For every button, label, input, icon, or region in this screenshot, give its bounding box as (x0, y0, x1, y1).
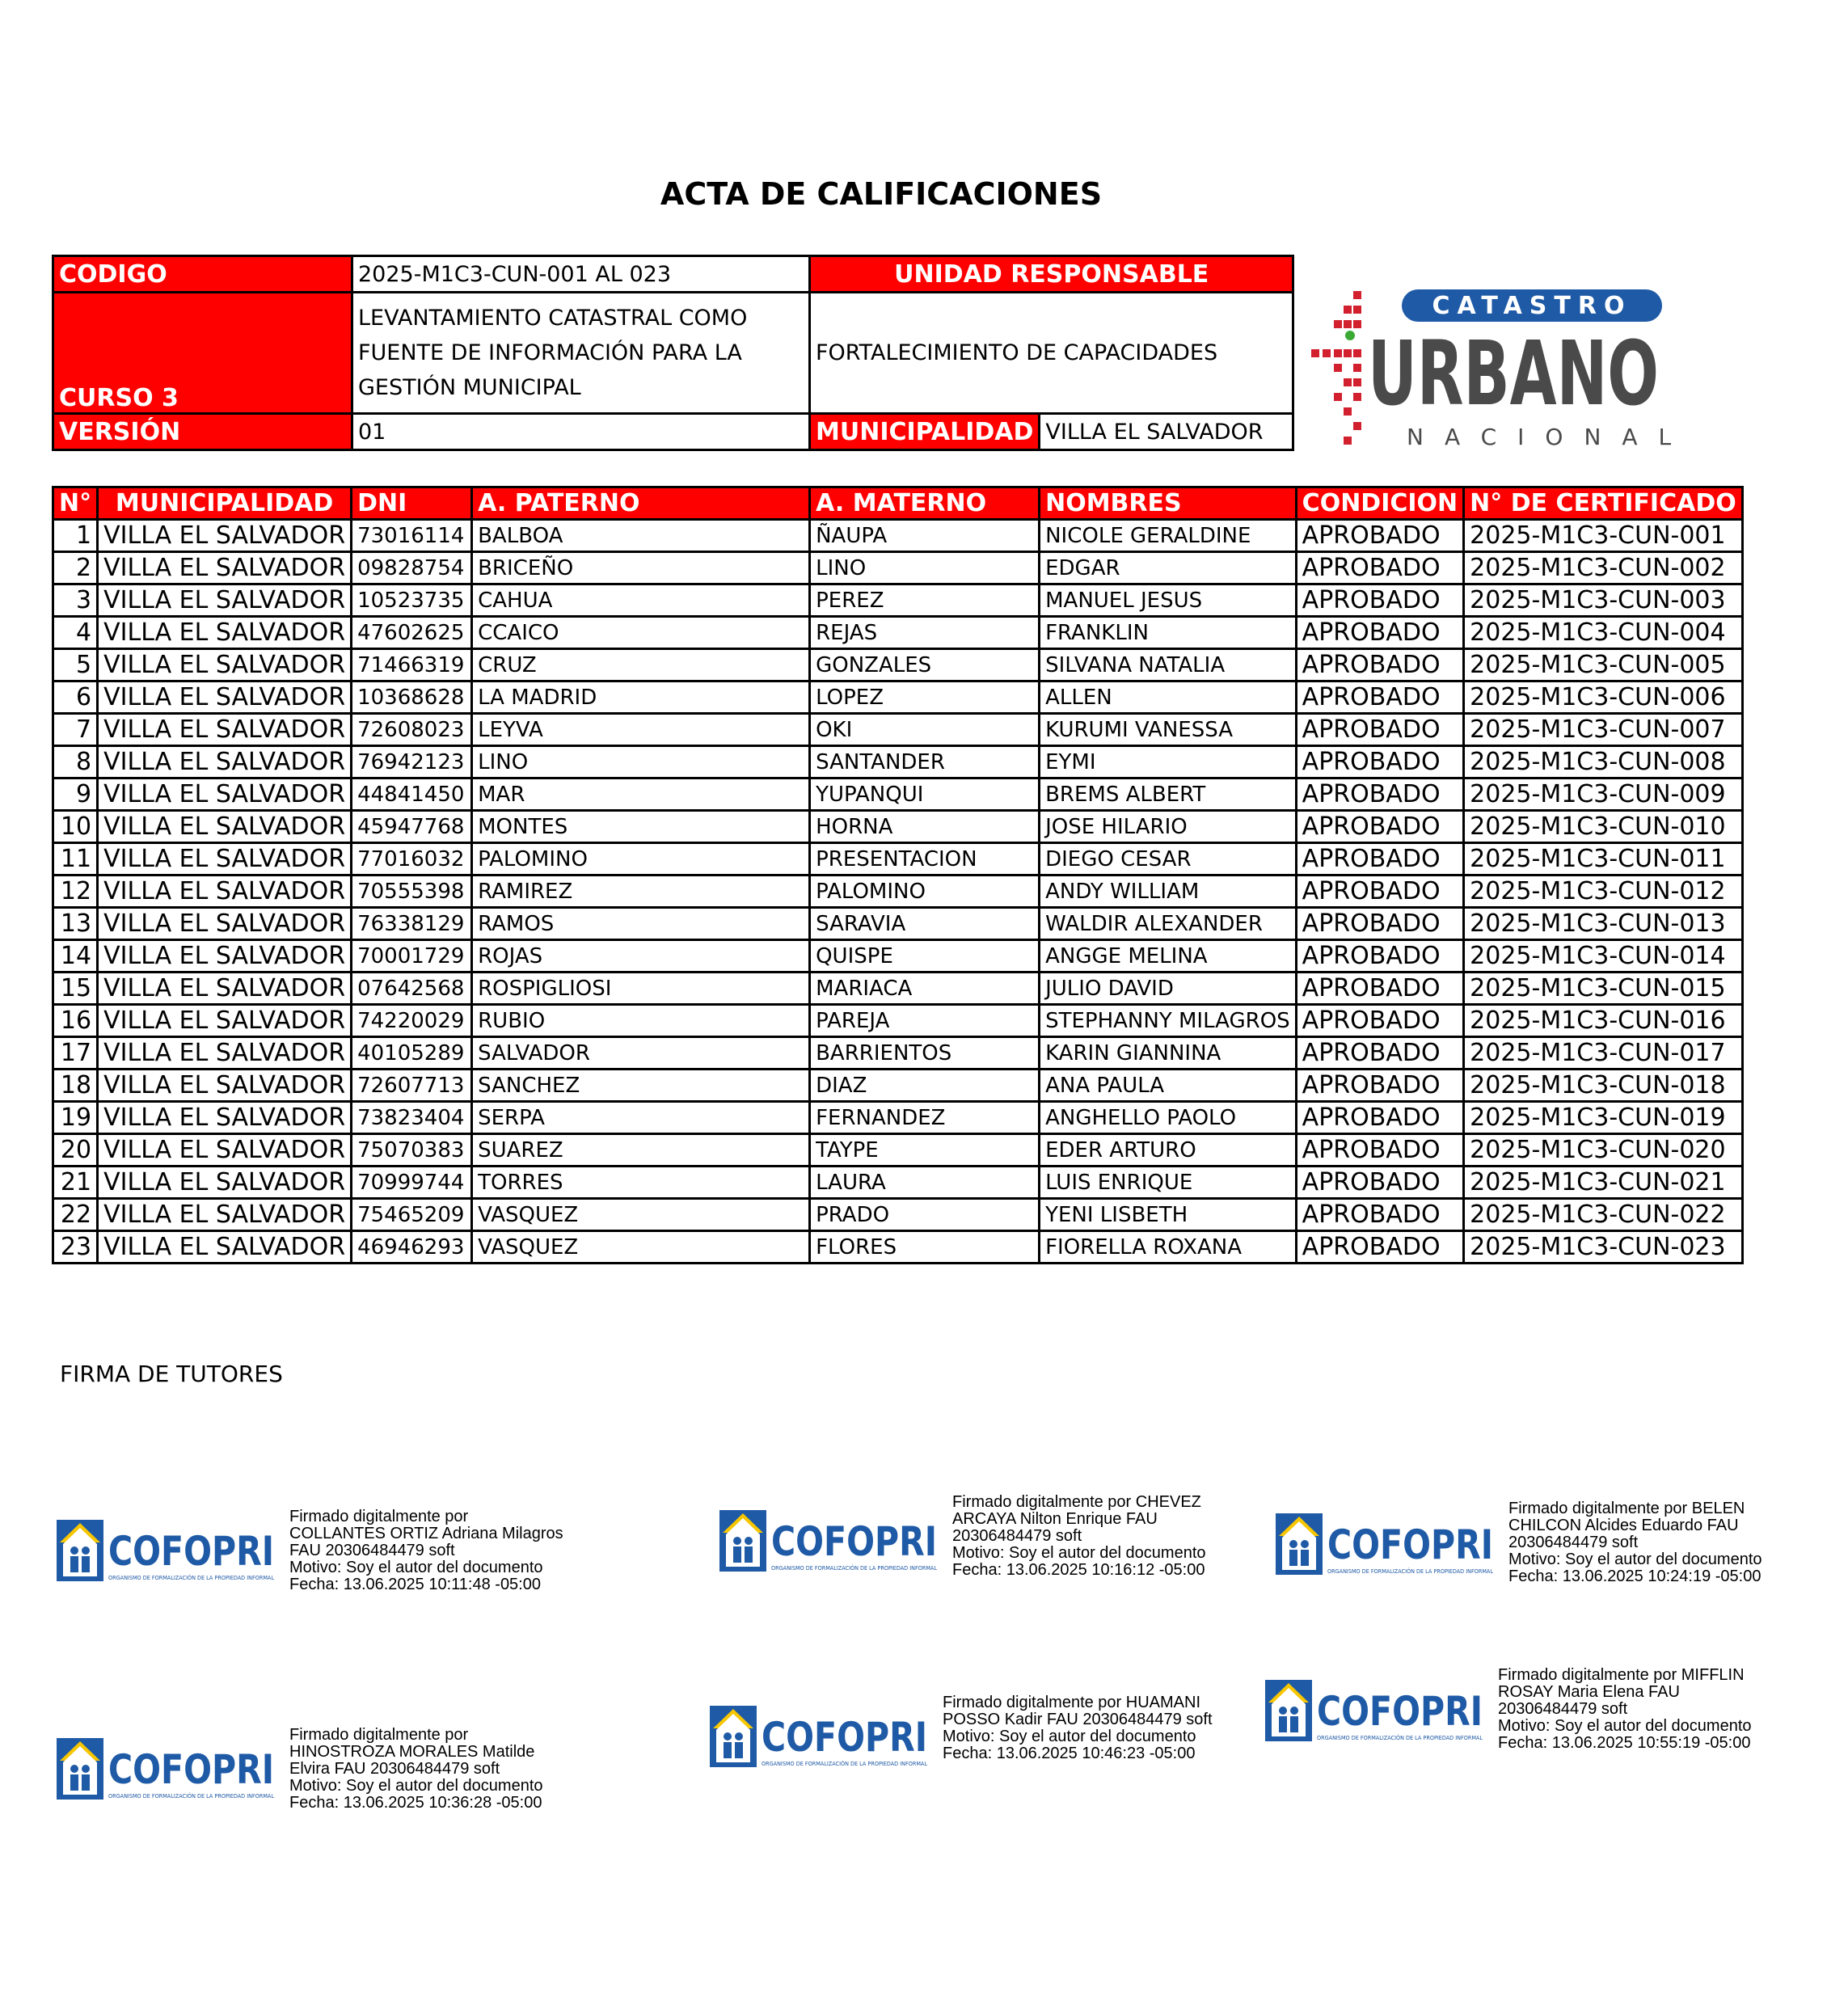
table-cell: 70001729 (352, 940, 472, 973)
table-header-row (53, 487, 1743, 520)
table-cell: VILLA EL SALVADOR (98, 1231, 352, 1264)
cofopri-name: COFOPRI (108, 1528, 274, 1575)
table-row (53, 1102, 1743, 1134)
table-cell: APROBADO (1296, 617, 1463, 649)
table-cell: ROJAS (472, 940, 810, 973)
table-cell: 2 (53, 552, 98, 584)
table-cell: APROBADO (1296, 1005, 1463, 1037)
table-cell: 09828754 (352, 552, 472, 584)
signature-text: Firmado digitalmente por COLLANTES ORTIZ Adriana Milagros FAU 20306484479 soft Motivo: Soy el autor del documento Fecha: 13.06.2025 10:11:48 -05:00 (289, 1508, 563, 1593)
table-cell: ANDY WILLIAM (1040, 876, 1297, 908)
table-cell: VILLA EL SALVADOR (98, 714, 352, 746)
table-cell: 73016114 (352, 520, 472, 552)
table-cell: 1 (53, 520, 98, 552)
table-cell: LA MADRID (472, 681, 810, 714)
table-cell: MARIACA (810, 973, 1040, 1005)
table-cell: VILLA EL SALVADOR (98, 1070, 352, 1102)
table-cell: QUISPE (810, 940, 1040, 973)
table-cell: CAHUA (472, 584, 810, 617)
table-cell: LAURA (810, 1167, 1040, 1199)
table-cell: 72608023 (352, 714, 472, 746)
table-row (53, 876, 1743, 908)
firma-de-tutores-label: FIRMA DE TUTORES (60, 1361, 283, 1387)
table-cell: TAYPE (810, 1134, 1040, 1167)
table-cell: VILLA EL SALVADOR (98, 1134, 352, 1167)
table-cell: 21 (53, 1167, 98, 1199)
logo-bottom-text: NACIONAL (1407, 424, 1693, 450)
signature-text: Firmado digitalmente por BELEN CHILCON Alcides Eduardo FAU 20306484479 soft Motivo: Soy el autor del documento Fecha: 13.06.2025 10:24:19 -05:00 (1508, 1500, 1762, 1585)
cofopri-logo (710, 1704, 941, 1770)
table-cell: WALDIR ALEXANDER (1040, 908, 1297, 940)
table-cell: DIAZ (810, 1070, 1040, 1102)
table-cell: 70999744 (352, 1167, 472, 1199)
table-cell: ANGHELLO PAOLO (1040, 1102, 1297, 1134)
table-cell: APROBADO (1296, 1070, 1463, 1102)
cofopri-name: COFOPRI (762, 1714, 927, 1761)
table-cell: EYMI (1040, 746, 1297, 778)
table-cell: VILLA EL SALVADOR (98, 552, 352, 584)
table-cell: 20 (53, 1134, 98, 1167)
table-cell: SANCHEZ (472, 1070, 810, 1102)
table-cell: 73823404 (352, 1102, 472, 1134)
table-cell: APROBADO (1296, 584, 1463, 617)
table-cell: NICOLE GERALDINE (1040, 520, 1297, 552)
col-header-dni: DNI (352, 487, 472, 520)
table-cell: 2025-M1C3-CUN-017 (1464, 1037, 1743, 1070)
cofopri-name: COFOPRI (108, 1746, 274, 1793)
table-row (53, 584, 1743, 617)
table-cell: LEYVA (472, 714, 810, 746)
municipalidad-label: MUNICIPALIDAD (810, 414, 1040, 450)
table-cell: APROBADO (1296, 811, 1463, 843)
table-cell: TORRES (472, 1167, 810, 1199)
cofopri-logo (57, 1736, 288, 1803)
table-row (53, 908, 1743, 940)
table-cell: EDGAR (1040, 552, 1297, 584)
table-cell: CRUZ (472, 649, 810, 681)
table-row (53, 714, 1743, 746)
table-row (53, 1037, 1743, 1070)
table-cell: 18 (53, 1070, 98, 1102)
table-row (53, 1231, 1743, 1264)
table-cell: BALBOA (472, 520, 810, 552)
table-cell: LINO (472, 746, 810, 778)
table-cell: RAMOS (472, 908, 810, 940)
col-header-municipalidad: MUNICIPALIDAD (98, 487, 352, 520)
table-cell: 76942123 (352, 746, 472, 778)
table-cell: 6 (53, 681, 98, 714)
cofopri-tagline: ORGANISMO DE FORMALIZACIÓN DE LA PROPIEDAD INFORMAL (1327, 1568, 1507, 1575)
table-cell: 8 (53, 746, 98, 778)
table-cell: MONTES (472, 811, 810, 843)
table-cell: VILLA EL SALVADOR (98, 778, 352, 811)
cofopri-tagline: ORGANISMO DE FORMALIZACIÓN DE LA PROPIEDAD INFORMAL (108, 1793, 288, 1800)
version-label: VERSIÓN (53, 414, 352, 450)
table-row (53, 552, 1743, 584)
table-cell: 2025-M1C3-CUN-003 (1464, 584, 1743, 617)
table-cell: REJAS (810, 617, 1040, 649)
table-cell: 40105289 (352, 1037, 472, 1070)
table-cell: 2025-M1C3-CUN-004 (1464, 617, 1743, 649)
table-cell: SALVADOR (472, 1037, 810, 1070)
table-cell: APROBADO (1296, 1102, 1463, 1134)
table-row (53, 1070, 1743, 1102)
table-cell: 15 (53, 973, 98, 1005)
page-title: ACTA DE CALIFICACIONES (660, 176, 1103, 212)
table-cell: 2025-M1C3-CUN-001 (1464, 520, 1743, 552)
table-row (53, 1199, 1743, 1231)
course-header-table (52, 255, 1294, 451)
table-cell: MANUEL JESUS (1040, 584, 1297, 617)
catastro-urbano-logo (1311, 283, 1693, 451)
col-header-condicion: CONDICION (1296, 487, 1463, 520)
table-cell: ALLEN (1040, 681, 1297, 714)
table-cell: 9 (53, 778, 98, 811)
table-row (53, 520, 1743, 552)
table-row (53, 1167, 1743, 1199)
table-cell: 75465209 (352, 1199, 472, 1231)
cofopri-logo (1276, 1512, 1507, 1578)
table-cell: 2025-M1C3-CUN-010 (1464, 811, 1743, 843)
table-cell: APROBADO (1296, 1167, 1463, 1199)
table-cell: JULIO DAVID (1040, 973, 1297, 1005)
table-cell: PEREZ (810, 584, 1040, 617)
table-cell: 13 (53, 908, 98, 940)
table-cell: 2025-M1C3-CUN-009 (1464, 778, 1743, 811)
table-cell: ÑAUPA (810, 520, 1040, 552)
table-cell: 72607713 (352, 1070, 472, 1102)
table-cell: PAREJA (810, 1005, 1040, 1037)
table-cell: APROBADO (1296, 1037, 1463, 1070)
col-header-n: N° (53, 487, 98, 520)
table-cell: FIORELLA ROXANA (1040, 1231, 1297, 1264)
table-cell: 2025-M1C3-CUN-014 (1464, 940, 1743, 973)
table-cell: KURUMI VANESSA (1040, 714, 1297, 746)
table-cell: RAMIREZ (472, 876, 810, 908)
table-cell: 2025-M1C3-CUN-012 (1464, 876, 1743, 908)
table-cell: ROSPIGLIOSI (472, 973, 810, 1005)
table-cell: RUBIO (472, 1005, 810, 1037)
table-cell: JOSE HILARIO (1040, 811, 1297, 843)
col-header-a-materno: A. MATERNO (810, 487, 1040, 520)
table-cell: BREMS ALBERT (1040, 778, 1297, 811)
table-cell: PALOMINO (810, 876, 1040, 908)
cofopri-logo (719, 1508, 951, 1575)
table-cell: CCAICO (472, 617, 810, 649)
table-cell: 5 (53, 649, 98, 681)
cofopri-tagline: ORGANISMO DE FORMALIZACIÓN DE LA PROPIEDAD INFORMAL (771, 1565, 951, 1572)
table-cell: ANA PAULA (1040, 1070, 1297, 1102)
table-cell: APROBADO (1296, 714, 1463, 746)
col-header-certificado: N° DE CERTIFICADO (1464, 487, 1743, 520)
table-cell: 2025-M1C3-CUN-019 (1464, 1102, 1743, 1134)
table-cell: LOPEZ (810, 681, 1040, 714)
table-cell: SILVANA NATALIA (1040, 649, 1297, 681)
codigo-label: CODIGO (53, 256, 352, 293)
table-cell: 74220029 (352, 1005, 472, 1037)
table-cell: 2025-M1C3-CUN-020 (1464, 1134, 1743, 1167)
table-row (53, 811, 1743, 843)
table-cell: APROBADO (1296, 681, 1463, 714)
table-cell: 45947768 (352, 811, 472, 843)
table-cell: 2025-M1C3-CUN-016 (1464, 1005, 1743, 1037)
table-cell: YENI LISBETH (1040, 1199, 1297, 1231)
cofopri-tagline: ORGANISMO DE FORMALIZACIÓN DE LA PROPIEDAD INFORMAL (762, 1761, 941, 1767)
table-cell: VASQUEZ (472, 1199, 810, 1231)
cofopri-tagline: ORGANISMO DE FORMALIZACIÓN DE LA PROPIEDAD INFORMAL (1317, 1735, 1496, 1741)
table-cell: VILLA EL SALVADOR (98, 584, 352, 617)
table-cell: PRADO (810, 1199, 1040, 1231)
table-cell: 77016032 (352, 843, 472, 876)
table-cell: APROBADO (1296, 1231, 1463, 1264)
cofopri-name: COFOPRI (1327, 1521, 1493, 1568)
table-cell: VILLA EL SALVADOR (98, 1005, 352, 1037)
table-cell: 75070383 (352, 1134, 472, 1167)
unidad-responsable-label: UNIDAD RESPONSABLE (810, 256, 1293, 293)
table-cell: 3 (53, 584, 98, 617)
table-row (53, 973, 1743, 1005)
table-cell: SUAREZ (472, 1134, 810, 1167)
table-row (53, 940, 1743, 973)
signature-text: Firmado digitalmente por HUAMANI POSSO Kadir FAU 20306484479 soft Motivo: Soy el autor del documento Fecha: 13.06.2025 10:46:23 -05:00 (943, 1694, 1213, 1762)
table-cell: PRESENTACION (810, 843, 1040, 876)
table-cell: APROBADO (1296, 649, 1463, 681)
table-cell: 71466319 (352, 649, 472, 681)
unidad-responsable-value: FORTALECIMIENTO DE CAPACIDADES (810, 293, 1293, 414)
table-cell: 12 (53, 876, 98, 908)
curso-value: LEVANTAMIENTO CATASTRAL COMO FUENTE DE INFORMACIÓN PARA LA GESTIÓN MUNICIPAL (352, 293, 810, 414)
table-cell: APROBADO (1296, 552, 1463, 584)
table-cell: 11 (53, 843, 98, 876)
table-cell: 2025-M1C3-CUN-006 (1464, 681, 1743, 714)
signature-text: Firmado digitalmente por CHEVEZ ARCAYA Nilton Enrique FAU 20306484479 soft Motivo: Soy el autor del documento Fecha: 13.06.2025 10:16:12 -05:00 (952, 1493, 1206, 1579)
table-cell: LUIS ENRIQUE (1040, 1167, 1297, 1199)
table-cell: APROBADO (1296, 746, 1463, 778)
table-row (53, 649, 1743, 681)
logo-pixel-grid (1311, 291, 1361, 445)
table-cell: OKI (810, 714, 1040, 746)
curso-label: CURSO 3 (53, 293, 352, 414)
table-row (53, 746, 1743, 778)
table-cell: VILLA EL SALVADOR (98, 1199, 352, 1231)
table-cell: STEPHANNY MILAGROS (1040, 1005, 1297, 1037)
table-cell: 22 (53, 1199, 98, 1231)
table-cell: VASQUEZ (472, 1231, 810, 1264)
table-row (53, 681, 1743, 714)
table-cell: VILLA EL SALVADOR (98, 811, 352, 843)
version-value: 01 (352, 414, 810, 450)
table-row (53, 617, 1743, 649)
cofopri-logo (1265, 1678, 1496, 1745)
table-cell: APROBADO (1296, 1199, 1463, 1231)
table-row (53, 778, 1743, 811)
table-cell: 2025-M1C3-CUN-021 (1464, 1167, 1743, 1199)
table-row (53, 843, 1743, 876)
table-cell: APROBADO (1296, 1134, 1463, 1167)
table-cell: SERPA (472, 1102, 810, 1134)
logo-top-text: CATASTRO (1432, 292, 1632, 320)
table-cell: APROBADO (1296, 843, 1463, 876)
table-cell: 2025-M1C3-CUN-018 (1464, 1070, 1743, 1102)
table-cell: 7 (53, 714, 98, 746)
table-cell: FRANKLIN (1040, 617, 1297, 649)
table-cell: 2025-M1C3-CUN-008 (1464, 746, 1743, 778)
table-cell: 2025-M1C3-CUN-007 (1464, 714, 1743, 746)
table-cell: VILLA EL SALVADOR (98, 940, 352, 973)
table-cell: APROBADO (1296, 973, 1463, 1005)
table-cell: FLORES (810, 1231, 1040, 1264)
table-cell: 2025-M1C3-CUN-011 (1464, 843, 1743, 876)
table-cell: 14 (53, 940, 98, 973)
table-cell: 07642568 (352, 973, 472, 1005)
table-row (53, 1134, 1743, 1167)
cofopri-logo (57, 1518, 288, 1584)
table-cell: HORNA (810, 811, 1040, 843)
table-cell: SARAVIA (810, 908, 1040, 940)
table-cell: KARIN GIANNINA (1040, 1037, 1297, 1070)
codigo-value: 2025-M1C3-CUN-001 AL 023 (352, 256, 810, 293)
table-cell: 44841450 (352, 778, 472, 811)
table-cell: BARRIENTOS (810, 1037, 1040, 1070)
table-cell: SANTANDER (810, 746, 1040, 778)
table-cell: BRICEÑO (472, 552, 810, 584)
table-cell: APROBADO (1296, 876, 1463, 908)
table-cell: VILLA EL SALVADOR (98, 876, 352, 908)
table-cell: VILLA EL SALVADOR (98, 746, 352, 778)
table-cell: 16 (53, 1005, 98, 1037)
table-cell: EDER ARTURO (1040, 1134, 1297, 1167)
table-cell: 2025-M1C3-CUN-015 (1464, 973, 1743, 1005)
table-cell: 10523735 (352, 584, 472, 617)
col-header-nombres: NOMBRES (1040, 487, 1297, 520)
signature-text: Firmado digitalmente por MIFFLIN ROSAY Maria Elena FAU 20306484479 soft Motivo: Soy el autor del documento Fecha: 13.06.2025 10:55:19 -05:00 (1498, 1666, 1752, 1752)
table-cell: LINO (810, 552, 1040, 584)
table-cell: VILLA EL SALVADOR (98, 617, 352, 649)
table-cell: DIEGO CESAR (1040, 843, 1297, 876)
table-cell: 19 (53, 1102, 98, 1134)
table-cell: 10368628 (352, 681, 472, 714)
logo-main-text: URBANO (1368, 322, 1659, 425)
table-cell: VILLA EL SALVADOR (98, 1102, 352, 1134)
table-cell: 2025-M1C3-CUN-013 (1464, 908, 1743, 940)
table-cell: APROBADO (1296, 940, 1463, 973)
table-cell: APROBADO (1296, 908, 1463, 940)
table-cell: VILLA EL SALVADOR (98, 908, 352, 940)
table-cell: APROBADO (1296, 778, 1463, 811)
table-cell: 2025-M1C3-CUN-002 (1464, 552, 1743, 584)
cofopri-tagline: ORGANISMO DE FORMALIZACIÓN DE LA PROPIEDAD INFORMAL (108, 1575, 288, 1581)
table-cell: GONZALES (810, 649, 1040, 681)
table-cell: PALOMINO (472, 843, 810, 876)
table-cell: FERNANDEZ (810, 1102, 1040, 1134)
table-cell: 2025-M1C3-CUN-005 (1464, 649, 1743, 681)
grades-table (52, 486, 1744, 1264)
cofopri-name: COFOPRI (1317, 1688, 1483, 1735)
table-cell: 2025-M1C3-CUN-023 (1464, 1231, 1743, 1264)
cofopri-name: COFOPRI (771, 1518, 937, 1565)
table-cell: 4 (53, 617, 98, 649)
table-cell: 76338129 (352, 908, 472, 940)
table-cell: MAR (472, 778, 810, 811)
table-cell: VILLA EL SALVADOR (98, 843, 352, 876)
table-cell: VILLA EL SALVADOR (98, 520, 352, 552)
col-header-a-paterno: A. PATERNO (472, 487, 810, 520)
table-cell: 17 (53, 1037, 98, 1070)
table-cell: 47602625 (352, 617, 472, 649)
table-cell: 46946293 (352, 1231, 472, 1264)
table-cell: 23 (53, 1231, 98, 1264)
table-row (53, 1005, 1743, 1037)
table-cell: YUPANQUI (810, 778, 1040, 811)
signature-text: Firmado digitalmente por HINOSTROZA MORALES Matilde Elvira FAU 20306484479 soft Motivo: Soy el autor del documento Fecha: 13.06.2025 10:36:28 -05:00 (289, 1726, 543, 1812)
table-cell: APROBADO (1296, 520, 1463, 552)
table-cell: VILLA EL SALVADOR (98, 649, 352, 681)
table-cell: 10 (53, 811, 98, 843)
table-cell: VILLA EL SALVADOR (98, 1167, 352, 1199)
table-cell: 2025-M1C3-CUN-022 (1464, 1199, 1743, 1231)
table-cell: VILLA EL SALVADOR (98, 1037, 352, 1070)
table-cell: ANGGE MELINA (1040, 940, 1297, 973)
table-cell: VILLA EL SALVADOR (98, 973, 352, 1005)
table-cell: 70555398 (352, 876, 472, 908)
table-cell: VILLA EL SALVADOR (98, 681, 352, 714)
municipalidad-value: VILLA EL SALVADOR (1040, 414, 1293, 450)
